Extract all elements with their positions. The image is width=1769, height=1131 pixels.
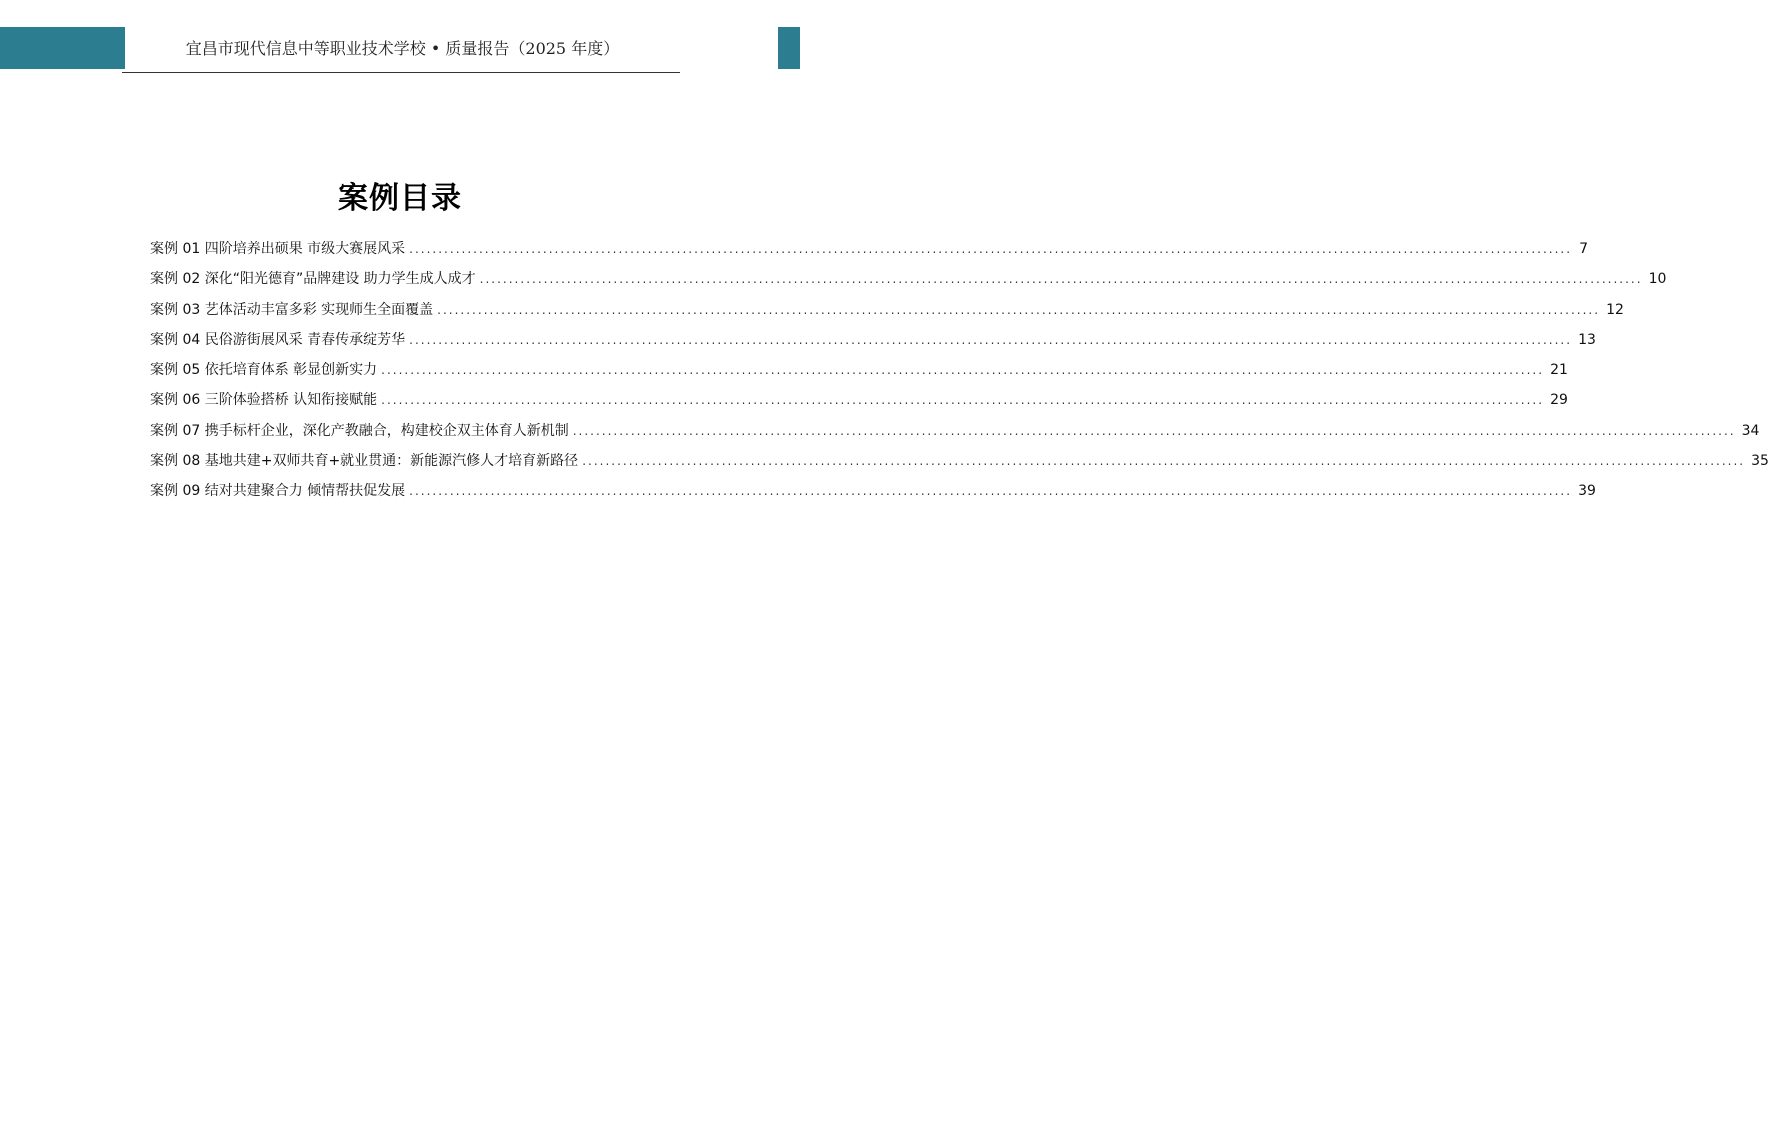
toc-entry[interactable]	[150, 329, 1596, 359]
toc-entry-label: 案例 08 基地共建+双师共育+就业贯通：新能源汽修人才培育新路径	[150, 453, 579, 470]
toc-entry-page: 29	[1550, 392, 1568, 409]
toc-title: 案例目录	[338, 181, 462, 216]
toc-entry-page: 13	[1578, 331, 1596, 348]
toc-entry-page: 34	[1741, 422, 1760, 439]
toc-entry-page: 35	[1751, 453, 1769, 470]
header-accent-band-right	[778, 27, 800, 69]
toc-entry-page: 7	[1579, 241, 1589, 257]
toc-entry-label: 案例 01 四阶培养出硕果 市级大赛展风采	[150, 241, 406, 257]
toc-entry[interactable]	[150, 480, 1596, 510]
toc-entry-label: 案例 05 依托培育体系 彰显创新实力	[150, 362, 378, 379]
toc-entry[interactable]	[150, 238, 1589, 268]
toc-entry-label: 案例 02 深化“阳光德育”品牌建设 助力学生成人成才	[150, 271, 476, 288]
toc-leader-dots: ........................................................................................................................................................................................................	[582, 454, 1746, 469]
toc-entry-page: 12	[1606, 301, 1624, 318]
toc-entry[interactable]	[150, 359, 1568, 389]
toc-entry[interactable]	[150, 420, 1760, 450]
toc-leader-dots: ........................................................................................................................................................................................................	[381, 363, 1545, 378]
toc-leader-dots: ........................................................................................................................................................................................................	[479, 272, 1643, 287]
toc-entry-label: 案例 04 民俗游街展风采 青春传承绽芳华	[150, 331, 406, 348]
toc-entry-label: 案例 09 结对共建聚合力 倾情帮扶促发展	[150, 483, 406, 500]
toc-entry-page: 39	[1578, 483, 1596, 500]
toc-list	[150, 238, 1769, 511]
toc-entry[interactable]	[150, 389, 1568, 419]
toc-leader-dots: ........................................................................................................................................................................................................	[381, 393, 1545, 408]
toc-entry[interactable]	[150, 299, 1624, 329]
toc-leader-dots: ........................................................................................................................................................................................................	[437, 302, 1601, 317]
toc-leader-dots: ........................................................................................................................................................................................................	[409, 484, 1573, 499]
toc-leader-dots: ........................................................................................................................................................................................................	[572, 423, 1736, 438]
toc-entry-page: 10	[1648, 271, 1667, 288]
page-header-title: 宜昌市现代信息中等职业技术学校 • 质量报告（2025 年度）	[185, 39, 620, 58]
toc-entry-label: 案例 03 艺体活动丰富多彩 实现师生全面覆盖	[150, 301, 434, 318]
toc-entry-label: 案例 06 三阶体验搭桥 认知衔接赋能	[150, 392, 378, 409]
toc-entry-label: 案例 07 携手标杆企业，深化产教融合，构建校企双主体育人新机制	[150, 422, 569, 439]
toc-leader-dots: ........................................................................................................................................................................................................	[409, 242, 1573, 256]
toc-leader-dots: ........................................................................................................................................................................................................	[409, 332, 1573, 347]
toc-entry[interactable]	[150, 450, 1769, 480]
header-accent-band-left	[0, 27, 125, 69]
toc-entry-page: 21	[1550, 362, 1568, 379]
toc-entry[interactable]	[150, 268, 1667, 298]
header-divider	[122, 72, 680, 73]
